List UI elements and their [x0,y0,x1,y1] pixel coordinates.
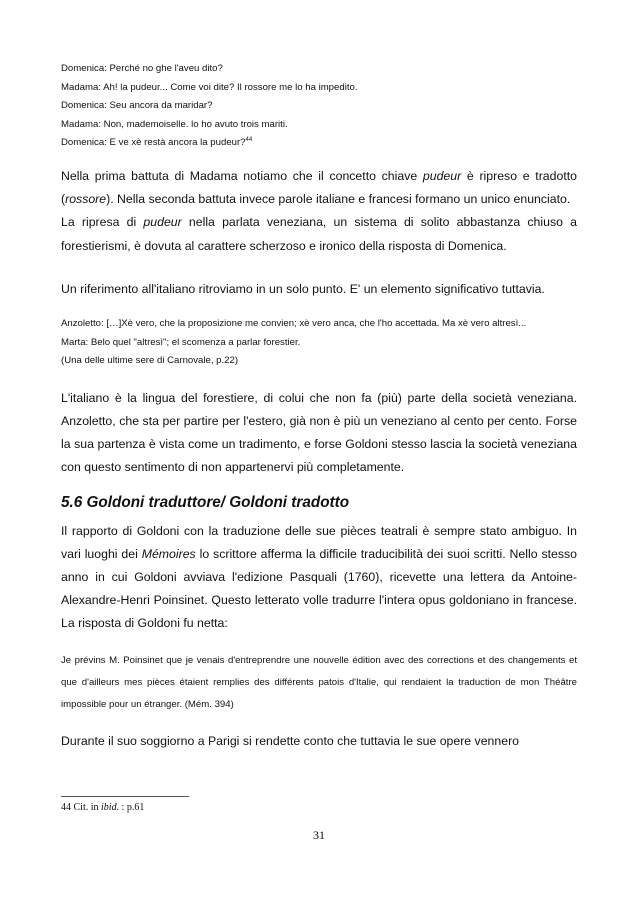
dialogue-excerpt-2 [61,315,577,371]
citation-source: (Una delle ultime sere di Carnovale, p.22) [61,355,239,367]
footnote-ref[interactable]: 44 [245,137,253,144]
section-heading: 5.6 Goldoni traduttore/ Goldoni tradotto [61,493,350,511]
dialogue-line: Madama: Ah! la pudeur... Come voi dite? Il rossore me lo ha impedito. [61,81,358,93]
paragraph-4: L'italiano è la lingua del forestiere, di colui che non fa (più) parte della società veneziana. Anzoletto, che sta per partire per l'estero, già non è più un veneziano al cento per cento. Forse la sua partenza è vista come un tradimento, e forse Goldoni stesso lascia la società veneziana con questo sentimento di non appartenervi più completamente. [61,390,577,475]
page-number: 31 [313,828,325,842]
paragraph-3: Un riferimento all'italiano ritroviamo in un solo punto. E' un elemento significativo tuttavia. [61,281,545,296]
dialogue-line: Domenica: Perché no ghe l'aveu dito? [61,63,223,74]
footnote: 44 Cit. in ibid. : p.61 [61,802,145,813]
block-quote: Je prévins M. Poinsinet que je venais d'entreprendre une nouvelle édition avec des corrections et des changements et que d'ailleurs mes pièces étaient remplies des différents patois d'Italie, qui rendaient la traduction de mon Théâtre impossible pour un étranger. (Mém. 394) [61,654,577,710]
footnote-divider [61,796,189,797]
page-content [61,60,577,753]
paragraph-6: Durante il suo soggiorno a Parigi si rendette conto che tuttavia le sue opere vennero [61,733,519,748]
dialogue-line: Marta: Belo quel "altresì"; el scomenza a parlar forestier. [61,336,301,348]
dialogue-excerpt-1 [61,60,577,153]
paragraph-5: Il rapporto di Goldoni con la traduzione delle sue pièces teatrali è sempre stato ambiguo. In vari luoghi dei Mémoires lo scrittore afferma la difficile traducibilità dei suoi scritti. Nello stesso anno in cui Goldoni avviava l'edizione Pasquali (1760), ricevette una lettera da Antoine-Alexandre-Henri Poinsinet. Questo letterato volle tradurre l'intera opus goldoniano in francese. La risposta di Goldoni fu netta: [61,523,578,631]
dialogue-line: Anzoletto: […]Xè vero, che la proposizione me convien; xè vero anca, che l'ho accettada. Ma xè vero altresì... [61,317,527,329]
dialogue-line: Madama: Non, mademoiselle. lo ho avuto trois mariti. [61,118,288,130]
dialogue-line: Domenica: E ve xè restà ancora la pudeur?$^{44}$ [61,137,253,149]
paragraph-1: Nella prima battuta di Madama notiamo che il concetto chiave pudeur è ripreso e tradotto (rossore). Nella seconda battuta invece parole italiane e francesi formano un unico enunciato. [61,168,577,207]
dialogue-line: Domenica: Seu ancora da maridar? [61,100,213,112]
paragraph-2: La ripresa di pudeur nella parlata veneziana, un sistema di solito abbastanza chiuso a forestierismi, è dovuta al carattere scherzoso e ironico della risposta di Domenica. [61,215,577,253]
